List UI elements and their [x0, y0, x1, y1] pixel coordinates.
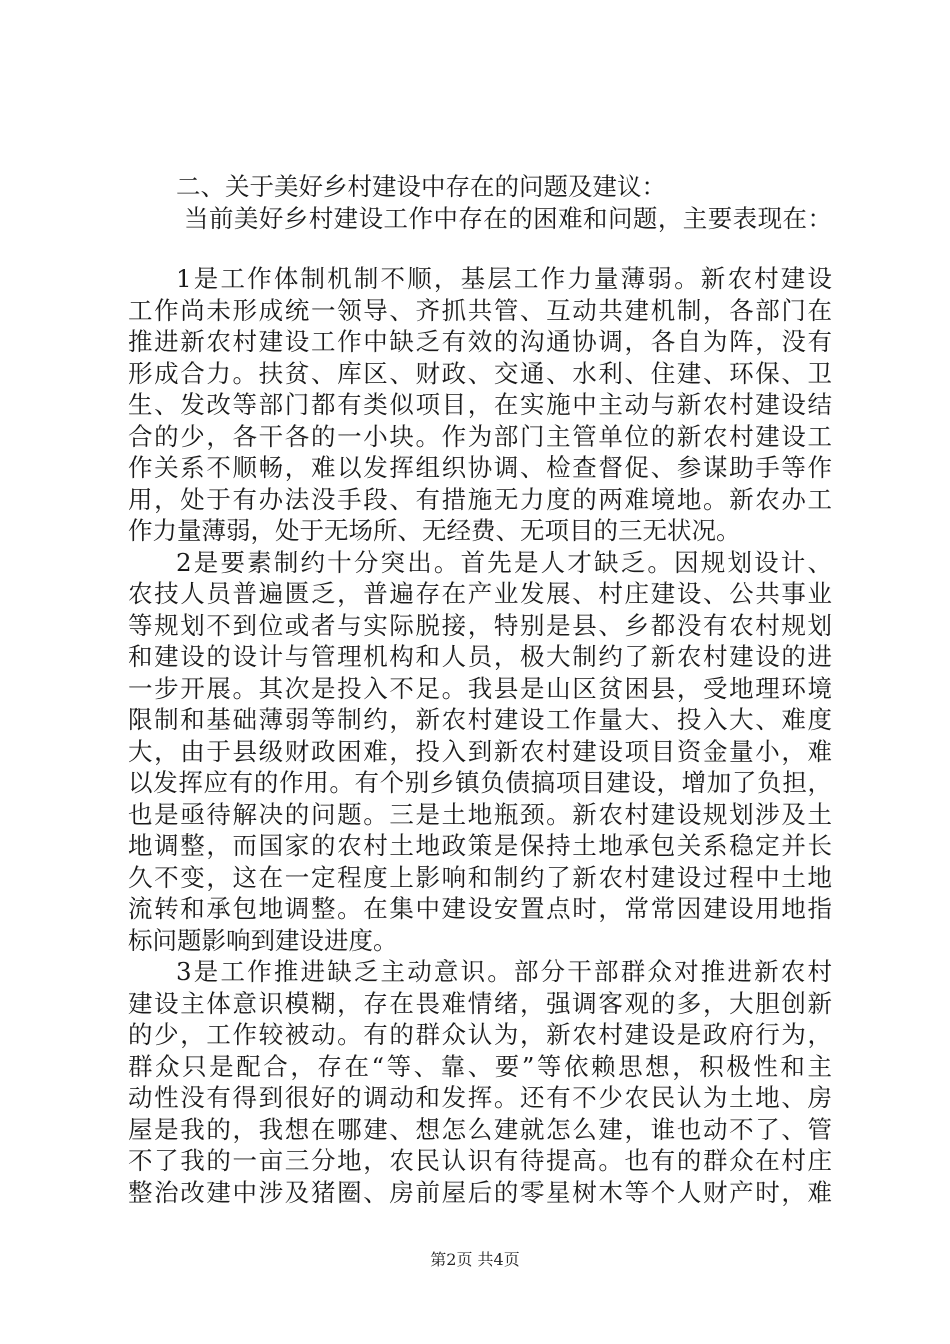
- paragraph-line: 不了我的一亩三分地，农民认识有待提高。也有的群众在村庄: [128, 1146, 832, 1175]
- paragraph-line: 用，处于有办法没手段、有措施无力度的两难境地。新农办工: [128, 484, 832, 514]
- paragraph-line: 合的少，各干各的一小块。作为部门主管单位的新农村建设工: [128, 421, 832, 451]
- paragraph-line: 和建设的设计与管理机构和人员，极大制约了新农村建设的进: [128, 642, 832, 671]
- paragraph-line: 标问题影响到建设进度。: [128, 925, 398, 955]
- paragraph-line: 的少，工作较被动。有的群众认为，新农村建设是政府行为，: [128, 1020, 832, 1049]
- paragraph: [128, 956, 832, 1208]
- spacer: [128, 234, 832, 263]
- page-footer: 第2页 共4页: [430, 1250, 520, 1269]
- paragraph: [128, 547, 832, 957]
- paragraph-line: 限制和基础薄弱等制约，新农村建设工作量大、投入大、难度: [128, 705, 832, 734]
- paragraph-line: 等规划不到位或者与实际脱接，特别是县、乡都没有农村规划: [128, 610, 832, 640]
- paragraph-line: 屋是我的，我想在哪建、想怎么建就怎么建，谁也动不了、管: [128, 1114, 832, 1144]
- paragraph-line: 建设主体意识模糊，存在畏难情绪，强调客观的多，大胆创新: [128, 988, 832, 1018]
- paragraph-line: 大，由于县级财政困难，投入到新农村建设项目资金量小，难: [128, 736, 832, 766]
- paragraph: [128, 263, 832, 547]
- paragraphs: [128, 263, 832, 1208]
- paragraph-line: 整治改建中涉及猪圈、房前屋后的零星树木等个人财产时，难: [128, 1177, 832, 1207]
- paragraph-line: 推进新农村建设工作中缺乏有效的沟通协调，各自为阵，没有: [128, 327, 832, 356]
- paragraph-line: 群众只是配合，存在“等、靠、要”等依赖思想，积极性和主: [128, 1051, 832, 1081]
- paragraph-line: 3是工作推进缺乏主动意识。部分干部群众对推进新农村: [176, 957, 832, 986]
- paragraph-line: 2是要素制约十分突出。首先是人才缺乏。因规划设计、: [176, 547, 832, 577]
- paragraph-line: 地调整，而国家的农村土地政策是保持土地承包关系稳定并长: [128, 831, 832, 860]
- paragraph-line: 流转和承包地调整。在集中建设安置点时，常常因建设用地指: [128, 894, 832, 923]
- paragraph-line: 农技人员普遍匮乏，普遍存在产业发展、村庄建设、公共事业: [128, 579, 832, 608]
- paragraph-line: 作关系不顺畅，难以发挥组织协调、检查督促、参谋助手等作: [128, 453, 832, 482]
- paragraph-line: 动性没有得到很好的调动和发挥。还有不少农民认为土地、房: [128, 1083, 832, 1112]
- paragraph-line: 作力量薄弱，处于无场所、无经费、无项目的三无状况。: [128, 516, 741, 545]
- paragraph-line: 也是亟待解决的问题。三是土地瓶颈。新农村建设规划涉及土: [128, 799, 832, 829]
- paragraph-line: 工作尚未形成统一领导、齐抓共管、互动共建机制，各部门在: [128, 295, 832, 325]
- paragraph-line: 以发挥应有的作用。有个别乡镇负债搞项目建设，增加了负担，: [128, 768, 832, 797]
- paragraph-line: 形成合力。扶贫、库区、财政、交通、水利、住建、环保、卫: [128, 358, 832, 388]
- paragraph-line: 一步开展。其次是投入不足。我县是山区贫困县，受地理环境: [128, 673, 832, 703]
- paragraph-line: 生、发改等部门都有类似项目，在实施中主动与新农村建设结: [128, 390, 832, 419]
- section-heading: 二、关于美好乡村建设中存在的问题及建议：: [176, 172, 666, 201]
- subheading: 当前美好乡村建设工作中存在的困难和问题，主要表现在：: [184, 203, 832, 233]
- paragraph-line: 久不变，这在一定程度上影响和制约了新农村建设过程中土地: [128, 862, 832, 892]
- document-body: [128, 171, 832, 1208]
- paragraph-line: 1是工作体制机制不顺，基层工作力量薄弱。新农村建设: [176, 264, 832, 293]
